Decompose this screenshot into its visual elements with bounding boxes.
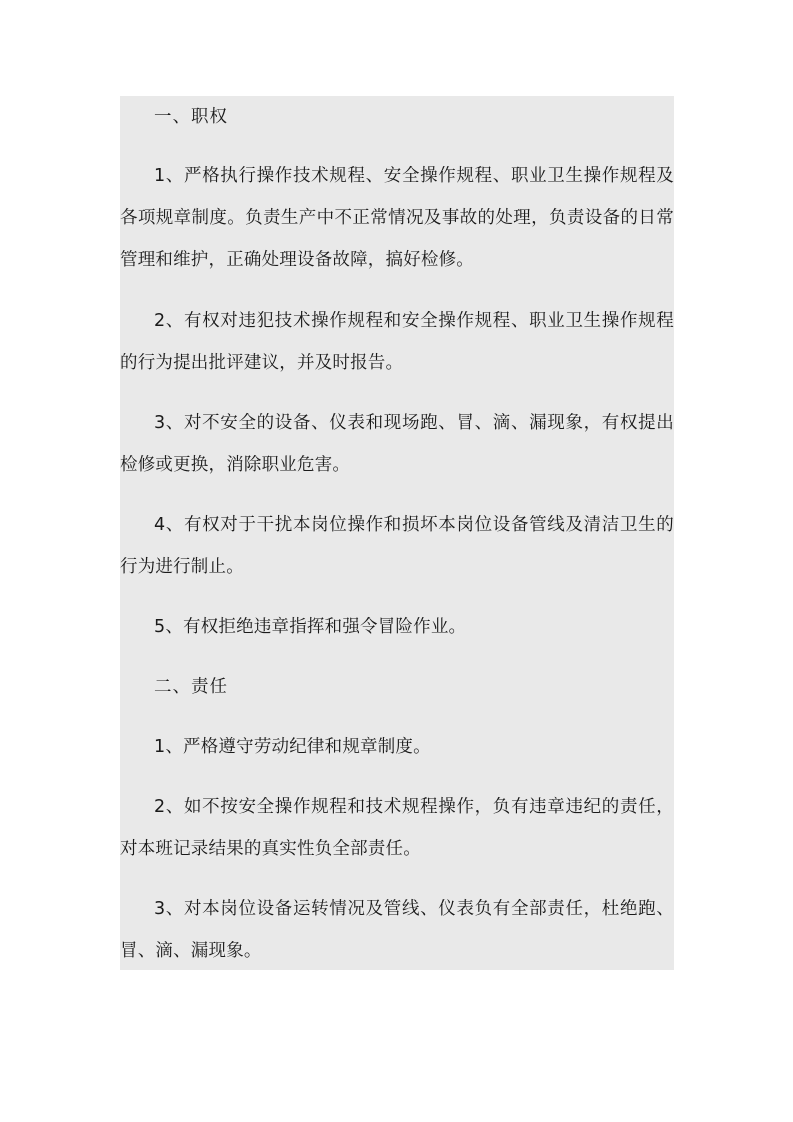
powers-item-4: 4、有权对于干扰本岗位操作和损坏本岗位设备管线及清洁卫生的行为进行制止。 [120,515,674,577]
section-heading-powers: 一、职权 [154,107,228,127]
document-text-block [120,96,674,970]
powers-item-5: 5、有权拒绝违章指挥和强令冒险作业。 [154,617,467,637]
responsibilities-item-2: 2、如不按安全操作规程和技术规程操作，负有违章违纪的责任，对本班记录结果的真实性负全部责任。 [120,797,674,859]
powers-item-1: 1、严格执行操作技术规程、安全操作规程、职业卫生操作规程及各项规章制度。负责生产中不正常情况及事故的处理，负责设备的日常管理和维护，正确处理设备故障，搞好检修。 [120,166,674,270]
responsibilities-item-3: 3、对本岗位设备运转情况及管线、仪表负有全部责任，杜绝跑、冒、滴、漏现象。 [120,899,674,961]
section-heading-responsibilities: 二、责任 [154,677,228,697]
powers-item-3: 3、对不安全的设备、仪表和现场跑、冒、滴、漏现象，有权提出检修或更换，消除职业危害。 [120,413,674,475]
responsibilities-item-1: 1、严格遵守劳动纪律和规章制度。 [154,737,431,757]
powers-item-2: 2、有权对违犯技术操作规程和安全操作规程、职业卫生操作规程的行为提出批评建议，并及时报告。 [120,311,674,373]
